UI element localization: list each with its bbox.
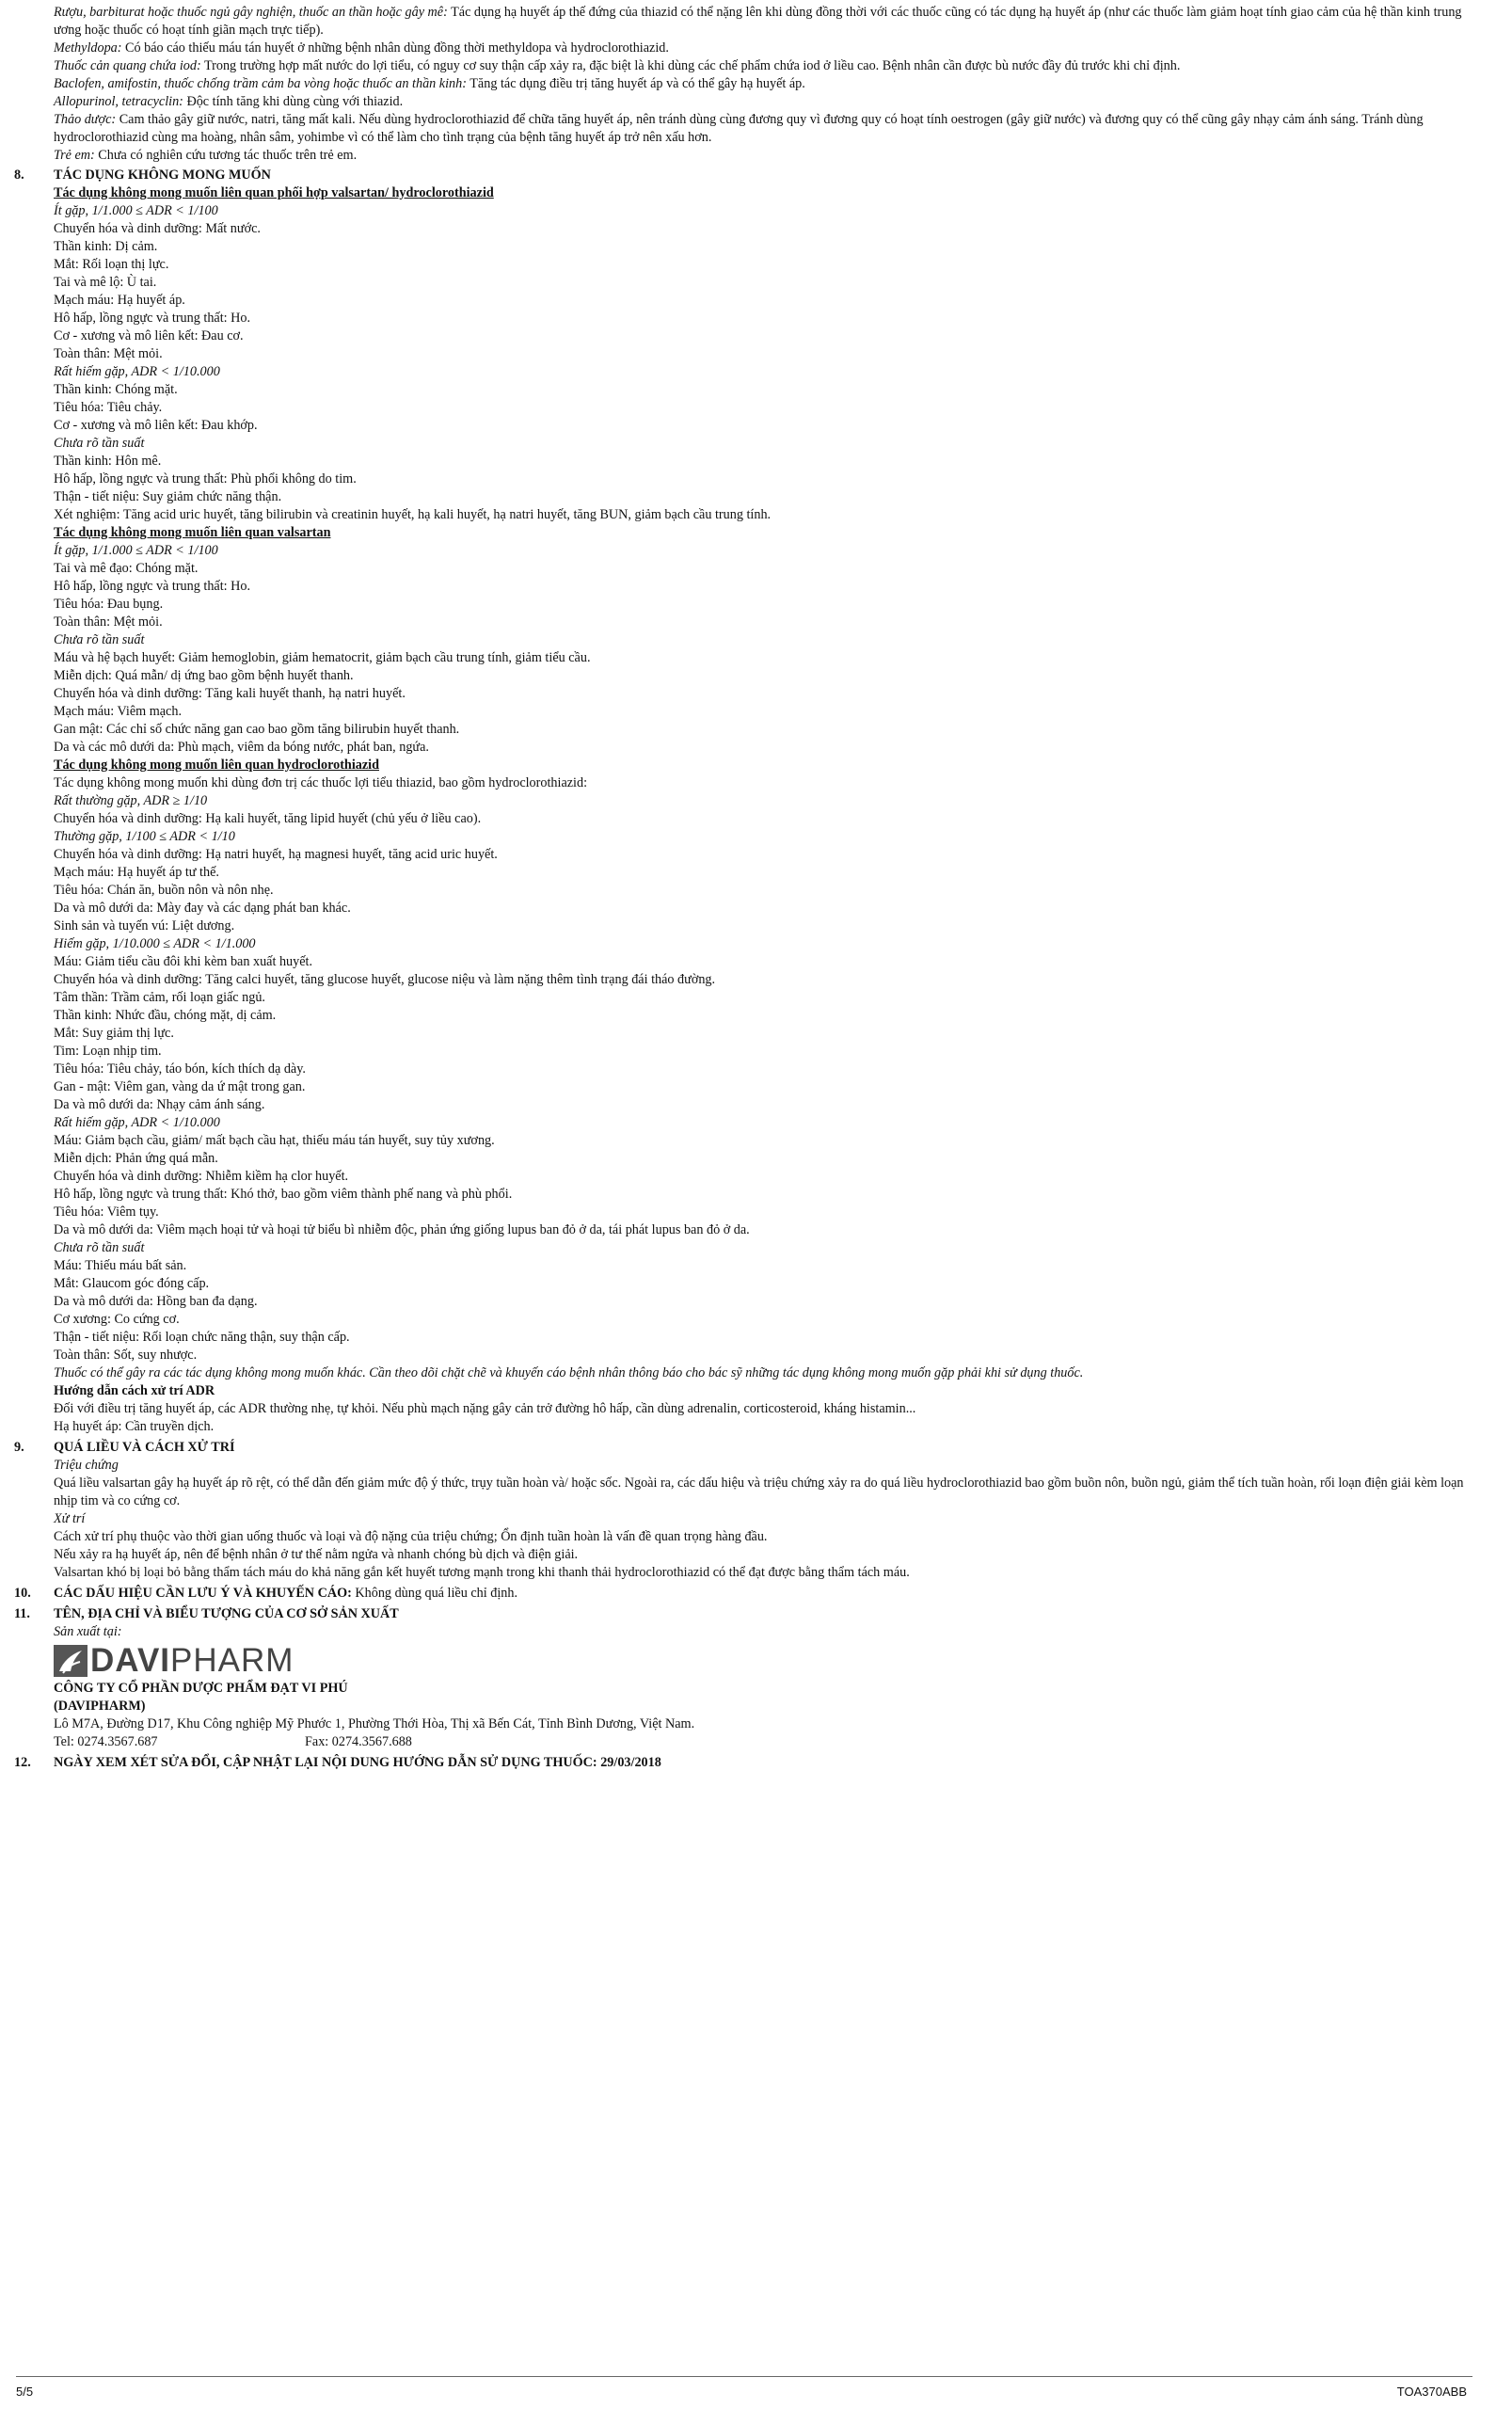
interaction-item: Baclofen, amifostin, thuốc chống trầm cảm ba vòng hoặc thuốc an thần kinh: Tăng tác dụng điều trị tăng huyết áp và có thể gây hạ huyết áp.: [54, 76, 805, 91]
list-item: Valsartan khó bị loại bỏ bằng thẩm tách máu do khả năng gắn kết huyết tương mạnh trong khi thanh thải hydroclorothiazid có thể đạt được bằng thẩm tách máu.: [54, 1565, 910, 1580]
list-item: Tim: Loạn nhịp tim.: [54, 1044, 162, 1059]
footer-divider: [16, 2376, 1472, 2377]
company-address: Lô M7A, Đường D17, Khu Công nghiệp Mỹ Phước 1, Phường Thới Hòa, Thị xã Bến Cát, Tỉnh Bình Dương, Việt Nam.: [54, 1716, 695, 1731]
list-item: Thần kinh: Chóng mặt.: [54, 382, 178, 397]
list-item: Chuyển hóa và dinh dưỡng: Tăng calci huyết, tăng glucose huyết, glucose niệu và làm nặng thêm tình trạng đái tháo đường.: [54, 972, 716, 987]
interactions-section: [54, 4, 1486, 165]
subheading: Tác dụng không mong muốn liên quan hydroclorothiazid: [54, 758, 379, 773]
list-item: Tiêu hóa: Đau bụng.: [54, 597, 164, 612]
subheading: Xử trí: [54, 1511, 86, 1526]
list-item: Máu: Giảm tiểu cầu đôi khi kèm ban xuất huyết.: [54, 954, 313, 969]
list-item: Hô hấp, lồng ngực và trung thất: Ho.: [54, 579, 251, 594]
list-item: Mạch máu: Hạ huyết áp.: [54, 293, 185, 308]
list-item: Chuyển hóa và dinh dưỡng: Hạ kali huyết, tăng lipid huyết (chủ yếu ở liều cao).: [54, 811, 482, 826]
list-item: Chuyển hóa và dinh dưỡng: Tăng kali huyết thanh, hạ natri huyết.: [54, 686, 406, 701]
list-item: Cơ xương: Co cứng cơ.: [54, 1312, 180, 1327]
list-item: Mạch máu: Viêm mạch.: [54, 704, 182, 719]
company-short-name: (DAVIPHARM): [54, 1699, 146, 1714]
list-item: Tai và mê lộ: Ù tai.: [54, 275, 157, 290]
list-item: Toàn thân: Sốt, suy nhược.: [54, 1348, 198, 1363]
frequency-label: Rất hiếm gặp, ADR < 1/10.000: [54, 364, 220, 379]
list-item: Tai và mê đạo: Chóng mặt.: [54, 561, 199, 576]
list-item: Cơ - xương và mô liên kết: Đau cơ.: [54, 328, 244, 343]
list-item: Tiêu hóa: Tiêu chảy, táo bón, kích thích dạ dày.: [54, 1061, 306, 1077]
list-item: Miễn dịch: Quá mẫn/ dị ứng bao gồm bệnh huyết thanh.: [54, 668, 354, 683]
section-8-heading: 8. TÁC DỤNG KHÔNG MONG MUỐN: [14, 168, 271, 183]
list-item: Đối với điều trị tăng huyết áp, các ADR thường nhẹ, tự khỏi. Nếu phù mạch nặng gây cản trở đường hô hấp, cần dùng adrenalin, corticosteroid, kháng histamin...: [54, 1401, 916, 1416]
subheading: Triệu chứng: [54, 1458, 119, 1473]
list-item: Hô hấp, lồng ngực và trung thất: Phù phổi không do tim.: [54, 471, 357, 487]
list-item: Xét nghiệm: Tăng acid uric huyết, tăng bilirubin và creatinin huyết, hạ kali huyết, hạ natri huyết, tăng BUN, giảm bạch cầu trung tính.: [54, 507, 772, 522]
list-item: Cách xử trí phụ thuộc vào thời gian uống thuốc và loại và độ nặng của triệu chứng; Ổn định tuần hoàn là vấn đề quan trọng hàng đầu.: [54, 1529, 768, 1544]
list-item: Hô hấp, lồng ngực và trung thất: Khó thở, bao gồm viêm thành phế nang và phù phổi.: [54, 1187, 513, 1202]
list-item: Máu và hệ bạch huyết: Giảm hemoglobin, giảm hematocrit, giảm bạch cầu trung tính, giảm tiểu cầu.: [54, 650, 591, 665]
interaction-item: Trẻ em: Chưa có nghiên cứu tương tác thuốc trên trẻ em.: [54, 148, 358, 163]
contact-line: [54, 1733, 1486, 1751]
list-item: Sinh sản và tuyến vú: Liệt dương.: [54, 918, 235, 933]
list-item: Da và mô dưới da: Hồng ban đa dạng.: [54, 1294, 258, 1309]
list-item: Thận - tiết niệu: Suy giảm chức năng thận.: [54, 489, 282, 504]
list-item: Hô hấp, lồng ngực và trung thất: Ho.: [54, 311, 251, 326]
list-item: Tâm thần: Trầm cảm, rối loạn giấc ngủ.: [54, 990, 265, 1005]
list-item: Cơ - xương và mô liên kết: Đau khớp.: [54, 418, 258, 433]
list-item: Da và mô dưới da: Mày đay và các dạng phát ban khác.: [54, 901, 351, 916]
list-item: Toàn thân: Mệt mỏi.: [54, 346, 163, 361]
list-item: Hạ huyết áp: Cần truyền dịch.: [54, 1419, 215, 1434]
list-item: Tiêu hóa: Viêm tụy.: [54, 1204, 159, 1220]
list-item: Tiêu hóa: Chán ăn, buồn nôn và nôn nhẹ.: [54, 883, 274, 898]
list-item: Máu: Thiếu máu bất sản.: [54, 1258, 187, 1273]
list-item: Da và các mô dưới da: Phù mạch, viêm da bóng nước, phát ban, ngứa.: [54, 740, 429, 755]
interaction-item: Allopurinol, tetracyclin: Độc tính tăng khi dùng cùng với thiazid.: [54, 94, 404, 109]
document-page: [14, 4, 1486, 1772]
list-item: Miễn dịch: Phản ứng quá mẫn.: [54, 1151, 218, 1166]
section-11-heading: 11. TÊN, ĐỊA CHỈ VÀ BIỂU TƯỢNG CỦA CƠ SỞ SẢN XUẤT: [14, 1606, 399, 1621]
list-item: Thận - tiết niệu: Rối loạn chức năng thận, suy thận cấp.: [54, 1330, 350, 1345]
list-item: Mạch máu: Hạ huyết áp tư thế.: [54, 865, 219, 880]
list-item: Thần kinh: Nhức đầu, chóng mặt, dị cảm.: [54, 1008, 277, 1023]
list-item: Gan mật: Các chỉ số chức năng gan cao bao gồm tăng bilirubin huyết thanh.: [54, 722, 460, 737]
section-12-heading: 12. NGÀY XEM XÉT SỬA ĐỔI, CẬP NHẬT LẠI NỘI DUNG HƯỚNG DẪN SỬ DỤNG THUỐC: 29/03/2018: [14, 1755, 661, 1770]
frequency-label: Thường gặp, 1/100 ≤ ADR < 1/10: [54, 829, 235, 844]
subheading: Tác dụng không mong muốn liên quan valsartan: [54, 525, 331, 540]
interaction-item: Thuốc cản quang chứa iod: Trong trường hợp mất nước do lợi tiểu, có nguy cơ suy thận cấp xảy ra, đặc biệt là khi dùng các chế phẩm chứa iod ở liều cao. Bệnh nhân cần được bù nước đầy đủ trước khi chỉ định.: [54, 58, 1181, 73]
frequency-label: Chưa rõ tần suất: [54, 632, 145, 647]
subheading: Hướng dẫn cách xử trí ADR: [54, 1383, 215, 1398]
telephone: Tel: 0274.3567.687: [54, 1734, 158, 1749]
list-item: Chuyển hóa và dinh dưỡng: Hạ natri huyết, hạ magnesi huyết, tăng acid uric huyết.: [54, 847, 498, 862]
frequency-label: Chưa rõ tần suất: [54, 436, 145, 451]
list-item: Thần kinh: Dị cảm.: [54, 239, 158, 254]
list-item: Chuyển hóa và dinh dưỡng: Mất nước.: [54, 221, 261, 236]
list-item: Mắt: Glaucom góc đóng cấp.: [54, 1276, 210, 1291]
interaction-item: Rượu, barbiturat hoặc thuốc ngủ gây nghiện, thuốc an thần hoặc gây mê: Tác dụng hạ huyết áp thế đứng của thiazid có thể nặng lên khi dùng đồng thời với các thuốc cũng có tác dụng hạ huyết áp (như các thuốc làm giảm hoạt tính giao cảm của hệ thần kinh trung ương hoặc thuốc có hoạt tính giãn mạch trực tiếp).: [54, 5, 1462, 38]
paragraph: Quá liều valsartan gây hạ huyết áp rõ rệt, có thể dẫn đến giảm mức độ ý thức, trụy tuần hoàn và/ hoặc sốc. Ngoài ra, các dấu hiệu và triệu chứng xảy ra do quá liều hydroclorothiazid bao gồm buồn nôn, buồn ngủ, giảm thể tích tuần hoàn, rối loạn điện giải kèm loạn nhịp tim và co cứng cơ.: [54, 1476, 1464, 1508]
page-number: 5/5: [16, 2385, 34, 2399]
frequency-label: Hiếm gặp, 1/10.000 ≤ ADR < 1/1.000: [54, 936, 256, 951]
list-item: Thần kinh: Hôn mê.: [54, 454, 162, 469]
interaction-item: Thảo dược: Cam thảo gây giữ nước, natri, tăng mất kali. Nếu dùng hydroclorothiazid để chữa tăng huyết áp, nên tránh dùng cùng đương quy vì đương quy có hoạt tính oestrogen (gây giữ nước) và đương quy có thể cũng gây nhạy cảm ánh sáng. Tránh dùng hydroclorothiazid cùng ma hoàng, nhân sâm, yohimbe vì có thể làm cho tình trạng của bệnh tăng huyết áp trở nên xấu hơn.: [54, 112, 1424, 145]
list-item: Da và mô dưới da: Viêm mạch hoại tử và hoại tử biểu bì nhiễm độc, phản ứng giống lupus ban đỏ ở da, tái phát lupus ban đỏ ở da.: [54, 1222, 750, 1237]
fax: Fax: 0274.3567.688: [305, 1734, 412, 1749]
logo-wordmark: DAVIPHARM: [90, 1642, 294, 1679]
davipharm-logo: [54, 1642, 1486, 1679]
company-name: CÔNG TY CỔ PHẦN DƯỢC PHẨM ĐẠT VI PHÚ: [54, 1681, 348, 1696]
frequency-label: Rất thường gặp, ADR ≥ 1/10: [54, 793, 208, 808]
list-item: Mắt: Suy giảm thị lực.: [54, 1026, 174, 1041]
list-item: Mắt: Rối loạn thị lực.: [54, 257, 169, 272]
section-10-heading: 10. CÁC DẤU HIỆU CẦN LƯU Ý VÀ KHUYẾN CÁO: Không dùng quá liều chỉ định.: [14, 1586, 517, 1601]
frequency-label: Ít gặp, 1/1.000 ≤ ADR < 1/100: [54, 543, 218, 558]
list-item: Tiêu hóa: Tiêu chảy.: [54, 400, 163, 415]
section-9-heading: 9. QUÁ LIỀU VÀ CÁCH XỬ TRÍ: [14, 1440, 235, 1455]
document-code: TOA370ABB: [1396, 2385, 1467, 2399]
list-item: Chuyển hóa và dinh dưỡng: Nhiễm kiềm hạ clor huyết.: [54, 1169, 349, 1184]
frequency-label: Chưa rõ tần suất: [54, 1240, 145, 1255]
list-item: Máu: Giảm bạch cầu, giảm/ mất bạch cầu hạt, thiếu máu tán huyết, suy tủy xương.: [54, 1133, 495, 1148]
made-at-label: Sản xuất tại:: [54, 1624, 122, 1639]
subheading: Tác dụng không mong muốn liên quan phối hợp valsartan/ hydroclorothiazid: [54, 185, 494, 200]
frequency-label: Rất hiếm gặp, ADR < 1/10.000: [54, 1115, 220, 1130]
interaction-item: Methyldopa: Có báo cáo thiếu máu tán huyết ở những bệnh nhân dùng đồng thời methyldopa và hydroclorothiazid.: [54, 40, 669, 56]
note-text: Thuốc có thể gây ra các tác dụng không mong muốn khác. Cần theo dõi chặt chẽ và khuyến cáo bệnh nhân thông báo cho bác sỹ những tác dụng không mong muốn gặp phải khi sử dụng thuốc.: [54, 1365, 1084, 1380]
intro-text: Tác dụng không mong muốn khi dùng đơn trị các thuốc lợi tiểu thiazid, bao gồm hydroclorothiazid:: [54, 775, 588, 790]
frequency-label: Ít gặp, 1/1.000 ≤ ADR < 1/100: [54, 203, 218, 218]
list-item: Toàn thân: Mệt mỏi.: [54, 614, 163, 630]
list-item: Gan - mật: Viêm gan, vàng da ứ mật trong gan.: [54, 1079, 306, 1094]
list-item: Da và mô dưới da: Nhạy cảm ánh sáng.: [54, 1097, 265, 1112]
list-item: Nếu xảy ra hạ huyết áp, nên để bệnh nhân ở tư thế nằm ngửa và nhanh chóng bù dịch và điện giải.: [54, 1547, 579, 1562]
davipharm-logo-icon: [54, 1645, 88, 1677]
